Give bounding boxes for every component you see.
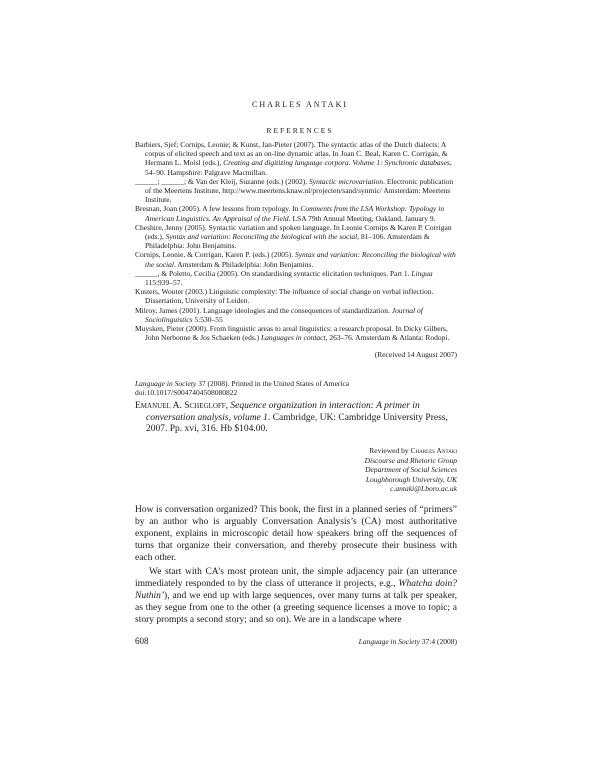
doi: doi:10.1017/S0047404508080822 [135, 388, 238, 397]
references-heading: REFERENCES [266, 126, 334, 135]
reference-item: Milroy, James (2001). Language ideologies and the consequences of standardization. Journal of Sociolinguistics 5:530–55 [135, 305, 423, 324]
reference-item: Kusters, Wouter (2003.) Linguistic complexity: The influence of social change on verbal inflection. Dissertation, University of Leiden. [135, 287, 434, 306]
paragraph: How is conversation organized? This book, the first in a planned series of “primers” by an author who is arguably Conversation Analysis’s (CA) most authoritative exponent, explains in microscopic detail how speakers bring off the sequences of turns that organize their conversation, and thereby prosecute their business with each other. [135, 505, 457, 563]
book-title: Sequence organization in interaction: A primer in conversation analysis, volume 1 [146, 401, 420, 423]
review-heading: Emanuel A. Schegloff, Sequence organization in interaction: A primer in conversation analysis, volume 1. Cambridge, UK: Cambridge University Press, 2007. Pp. xvi, 316. Hb $104.00. [135, 401, 448, 434]
journal-info [135, 379, 457, 397]
reference-item: Muysken, Pieter (2000). From linguistic areas to areal linguistics: a research proposal. In Dicky Gilbers, John Nerbonne & Jos Schaeken (eds.) Languages in contact, 263–76. Amsterdam & Atlanta: Rodopi. [135, 324, 450, 343]
paragraph: We start with CA’s most protean unit, the simple adjacency pair (an utterance immediately responded to by the class of utterance it projects, e.g., Whatcha doin? Nuthin’), and we end up with large sequences, over many turns at talk per speaker, as they segue from one to the other (a greeting sequence licenses a move to topic; a story prompts a second story; and so on). We are in a landscape where [135, 567, 457, 625]
references-list [135, 140, 457, 342]
reference-item: Barbiers, Sjef; Cornips, Leonie; & Kunst, Jan-Pieter (2007). The syntactic atlas of the Dutch dialects: A corpus of elicited speech and text as an on-line dynamic atlas. In Joan C. Beal, Karen C. Corrigan, & Hermann L. Moisl (eds.), Creating and digitizing language corpora. Volume 1: Synchronic databases, 54–90. Hampshire: Palgrave Macmillan. [135, 140, 452, 177]
reference-item: Cornips, Leonie, & Corrigan, Karen P. (eds.) (2005). Syntax and variation: Reconciling the biological with the social. Amsterdam & Philadelphia: John Benjamins. [135, 250, 456, 269]
footer-journal: Language in Society 37:4 (2008) [358, 637, 457, 646]
review-body [135, 504, 457, 626]
reviewer-block: Reviewed by Charles Antaki Discourse and Rhetoric Group Department of Social Sciences Loughborough University, UK c.antaki@Lboro.ac.uk [364, 446, 457, 493]
reviewer-dept2: Department of Social Sciences [365, 465, 457, 474]
reviewer-dept: Discourse and Rhetoric Group [364, 455, 457, 465]
book-details: . Cambridge, UK: Cambridge University Press, 2007. Pp. xvi, 316. Hb $104.00. [146, 412, 448, 434]
reference-item: Bresnan, Joan (2005). A few lessons from typology. In Comments from the LSA Workshop: Typology in American Linguistics. An Appraisal of the Field. LSA 79th Annual Meeting, Oakland, January 9. [135, 204, 445, 223]
reviewer-university: Loughborough University, UK [365, 474, 457, 484]
reference-item: Cheshire, Jenny (2005). Syntactic variation and spoken language. In Leonie Cornips & Karen P. Corrigan (eds.), Syntax and variation: Reconciling the biological with the social, 81–106. Amsterdam & Philadelphia: John Benjamins. [135, 222, 452, 251]
reviewer-name: Charles Antaki [410, 446, 457, 455]
received-date: (Received 14 August 2007) [374, 350, 457, 359]
reference-item: ______; ______; & Van der Kleij, Suzanne (eds.) (2002). Syntactic microvariation. Electronic publication of the Meertens Institute, http://www.meertens.knaw.nl/projecten/sand/synmic/ Amsterdam: Meertens Institute. [135, 176, 454, 205]
reference-item: ______, & Poletto, Cecilia (2005). On standardising syntactic elicitation techniques. Part 1. Lingua 115:939–57. [135, 268, 433, 288]
journal-name: Language in Society [135, 379, 197, 388]
page-number: 608 [135, 636, 149, 646]
running-head: CHARLES ANTAKI [251, 100, 349, 109]
book-author: Emanuel A. Schegloff [135, 401, 226, 411]
reviewer-email: c.antaki@Lboro.ac.uk [390, 484, 457, 493]
journal-volume-info: 37 (2008). Printed in the United States of America [196, 379, 350, 388]
